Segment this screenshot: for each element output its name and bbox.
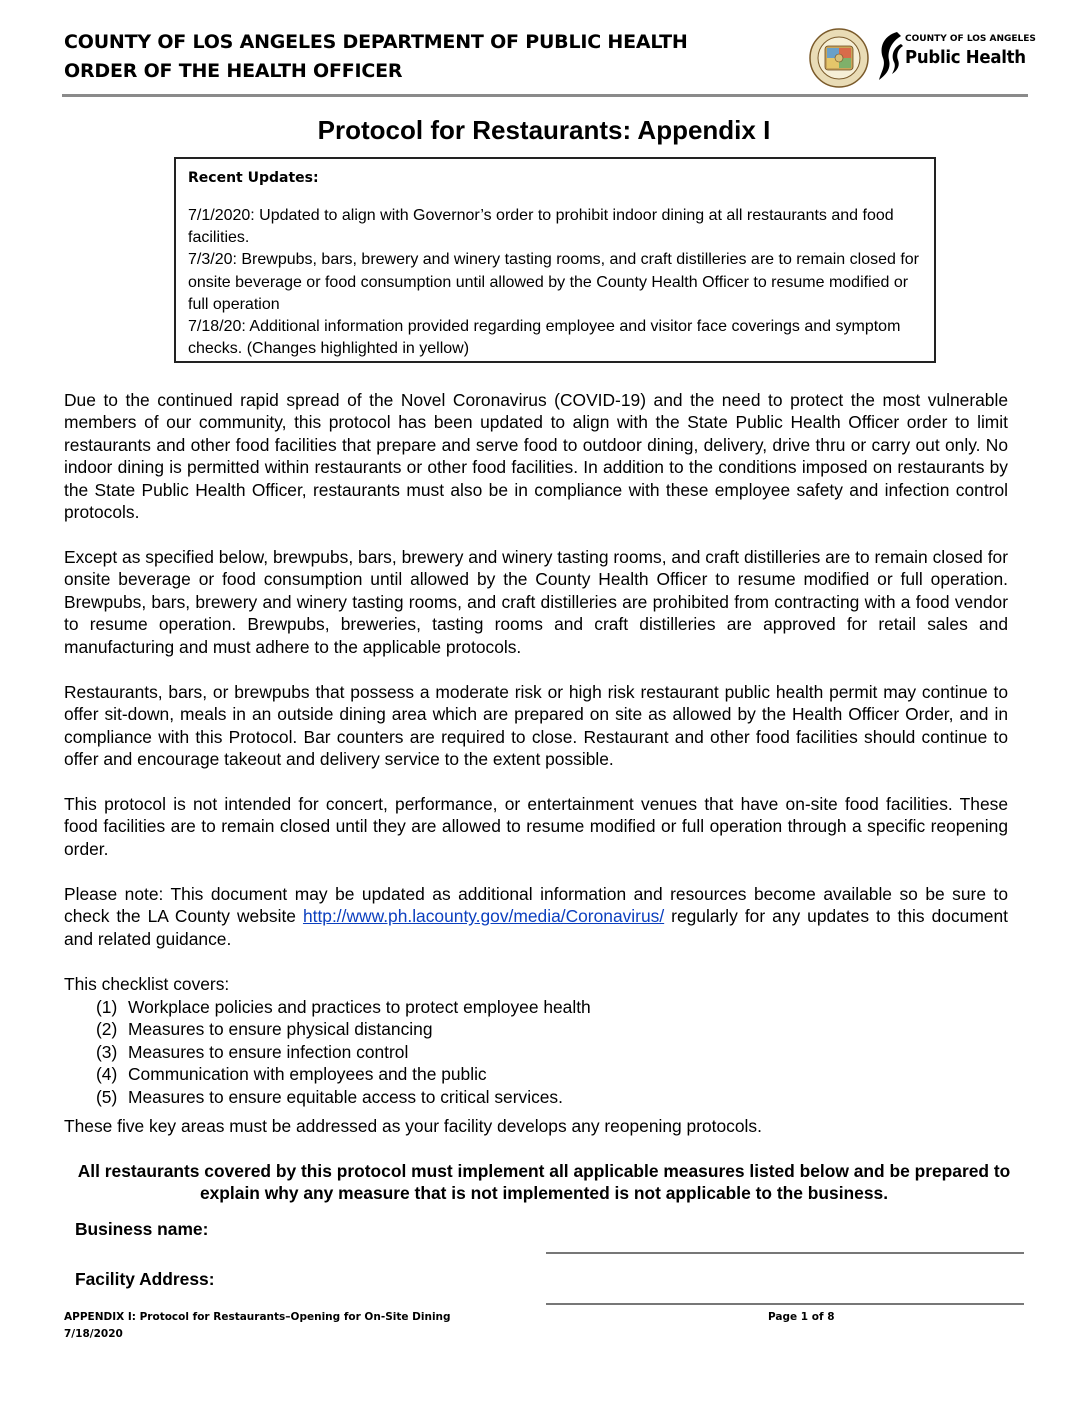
county-seal-logo [809, 28, 869, 88]
footer-page-number: Page 1 of 8 [768, 1311, 835, 1323]
header-subtitle: ORDER OF THE HEALTH OFFICER [64, 60, 403, 82]
brewpubs-paragraph: Except as specified below, brewpubs, bars, brewery and winery tasting rooms, and craft distilleries are to remain closed for onsite beverage or food consumption until allowed by the County Health Officer to resume modified or full operation. Brewpubs, bars, brewery and winery tasting rooms, and craft distilleries are prohibited from contracting with a food vendor to resume operation. Brewpubs, breweries, tasting rooms and craft distilleries are approved for retail sales and manufacturing and must adhere to the applicable protocols. [64, 547, 1008, 657]
business-name-field[interactable] [546, 1252, 1024, 1254]
list-item-number: (2) [96, 1019, 118, 1040]
footer-title: APPENDIX I: Protocol for Restaurants–Opening for On-Site Dining [64, 1311, 451, 1323]
list-item-text: Workplace policies and practices to protect employee health [128, 997, 591, 1017]
recent-updates-heading: Recent Updates: [188, 170, 319, 186]
intro-paragraph: Due to the continued rapid spread of the Novel Coronavirus (COVID-19) and the need to protect the most vulnerable members of our community, this protocol has been updated to align with the State Public Health Officer order to limit restaurants and other food facilities that prepare and serve food to outdoor dining, delivery, drive thru or carry out only. No indoor dining is permitted within restaurants or other food facilities. In addition to the conditions imposed on restaurants by the State Public Health Officer, restaurants must also be in compliance with these employee safety and infection control protocols. [64, 390, 1008, 523]
list-item-text: Measures to ensure equitable access to critical services. [128, 1086, 563, 1107]
logo-county-text: COUNTY OF LOS ANGELES [905, 34, 1036, 44]
update-item: 7/3/20: Brewpubs, bars, brewery and winery tasting rooms, and craft distilleries are to remain closed for onsite beverage or food consumption until allowed by the County Health Officer to resume modified or full operation [188, 251, 919, 313]
implementation-notice: All restaurants covered by this protocol must implement all applicable measures listed below and be prepared to explain why any measure that is not implemented is not applicable to the business. [77, 1161, 1011, 1204]
list-item-text: Communication with employees and the public [128, 1064, 487, 1085]
public-health-mark-icon [877, 30, 905, 82]
footer-date: 7/18/2020 [64, 1328, 123, 1340]
list-item [96, 1041, 591, 1063]
business-name-label: Business name: [75, 1219, 209, 1239]
list-item-number: (4) [96, 1064, 118, 1085]
checklist [96, 996, 591, 1108]
list-item-number: (3) [96, 1041, 118, 1062]
list-item-text: Measures to ensure infection control [128, 1041, 409, 1062]
list-item-number: (5) [96, 1086, 118, 1107]
update-item: 7/18/20: Additional information provided regarding employee and visitor face coverings and symptom checks. (Changes highlighted in yellow) [188, 318, 901, 358]
list-item-text: Measures to ensure physical distancing [128, 1019, 433, 1040]
county-website-link[interactable]: http://www.ph.lacounty.gov/media/Coronavirus/ [302, 906, 665, 927]
header-divider [62, 94, 1028, 97]
facility-address-field[interactable] [546, 1303, 1024, 1305]
update-item: 7/1/2020: Updated to align with Governor’s order to prohibit indoor dining at all restaurants and food facilities. [188, 207, 894, 247]
list-item [96, 1018, 591, 1040]
note-paragraph [64, 883, 1008, 950]
list-item [96, 1063, 591, 1085]
list-item [96, 1086, 591, 1108]
checklist-closing: These five key areas must be addressed as your facility develops any reopening protocols. [64, 1116, 762, 1136]
header-title: COUNTY OF LOS ANGELES DEPARTMENT OF PUBLIC HEALTH [64, 31, 688, 53]
outdoor-dining-paragraph: Restaurants, bars, or brewpubs that possess a moderate risk or high risk restaurant public health permit may continue to offer sit-down, meals in an outside dining area which are prepared on site as allowed by the Health Officer Order, and in compliance with this Protocol. Bar counters are required to close. Restaurant and other food facilities should continue to offer and encourage takeout and delivery service to the extent possible. [64, 682, 1008, 770]
logo-public-health-text: Public Health [905, 47, 1026, 68]
document-title: Protocol for Restaurants: Appendix I [317, 115, 771, 145]
checklist-intro: This checklist covers: [64, 974, 230, 994]
venues-paragraph: This protocol is not intended for concert, performance, or entertainment venues that have on-site food facilities. These food facilities are to remain closed until they are allowed to resume modified or full operation through a specific reopening order. [64, 794, 1008, 859]
note-text-end: regularly for any updates to this document and related guidance. [64, 906, 1008, 949]
facility-address-label: Facility Address: [75, 1269, 215, 1289]
recent-updates-list [188, 205, 928, 360]
list-item [96, 996, 591, 1018]
public-health-logo [877, 30, 1036, 80]
note-text: Please note: This document may be updated as additional information and resources become available so be sure to check the LA County website [64, 884, 1008, 927]
list-item-number: (1) [96, 997, 118, 1017]
